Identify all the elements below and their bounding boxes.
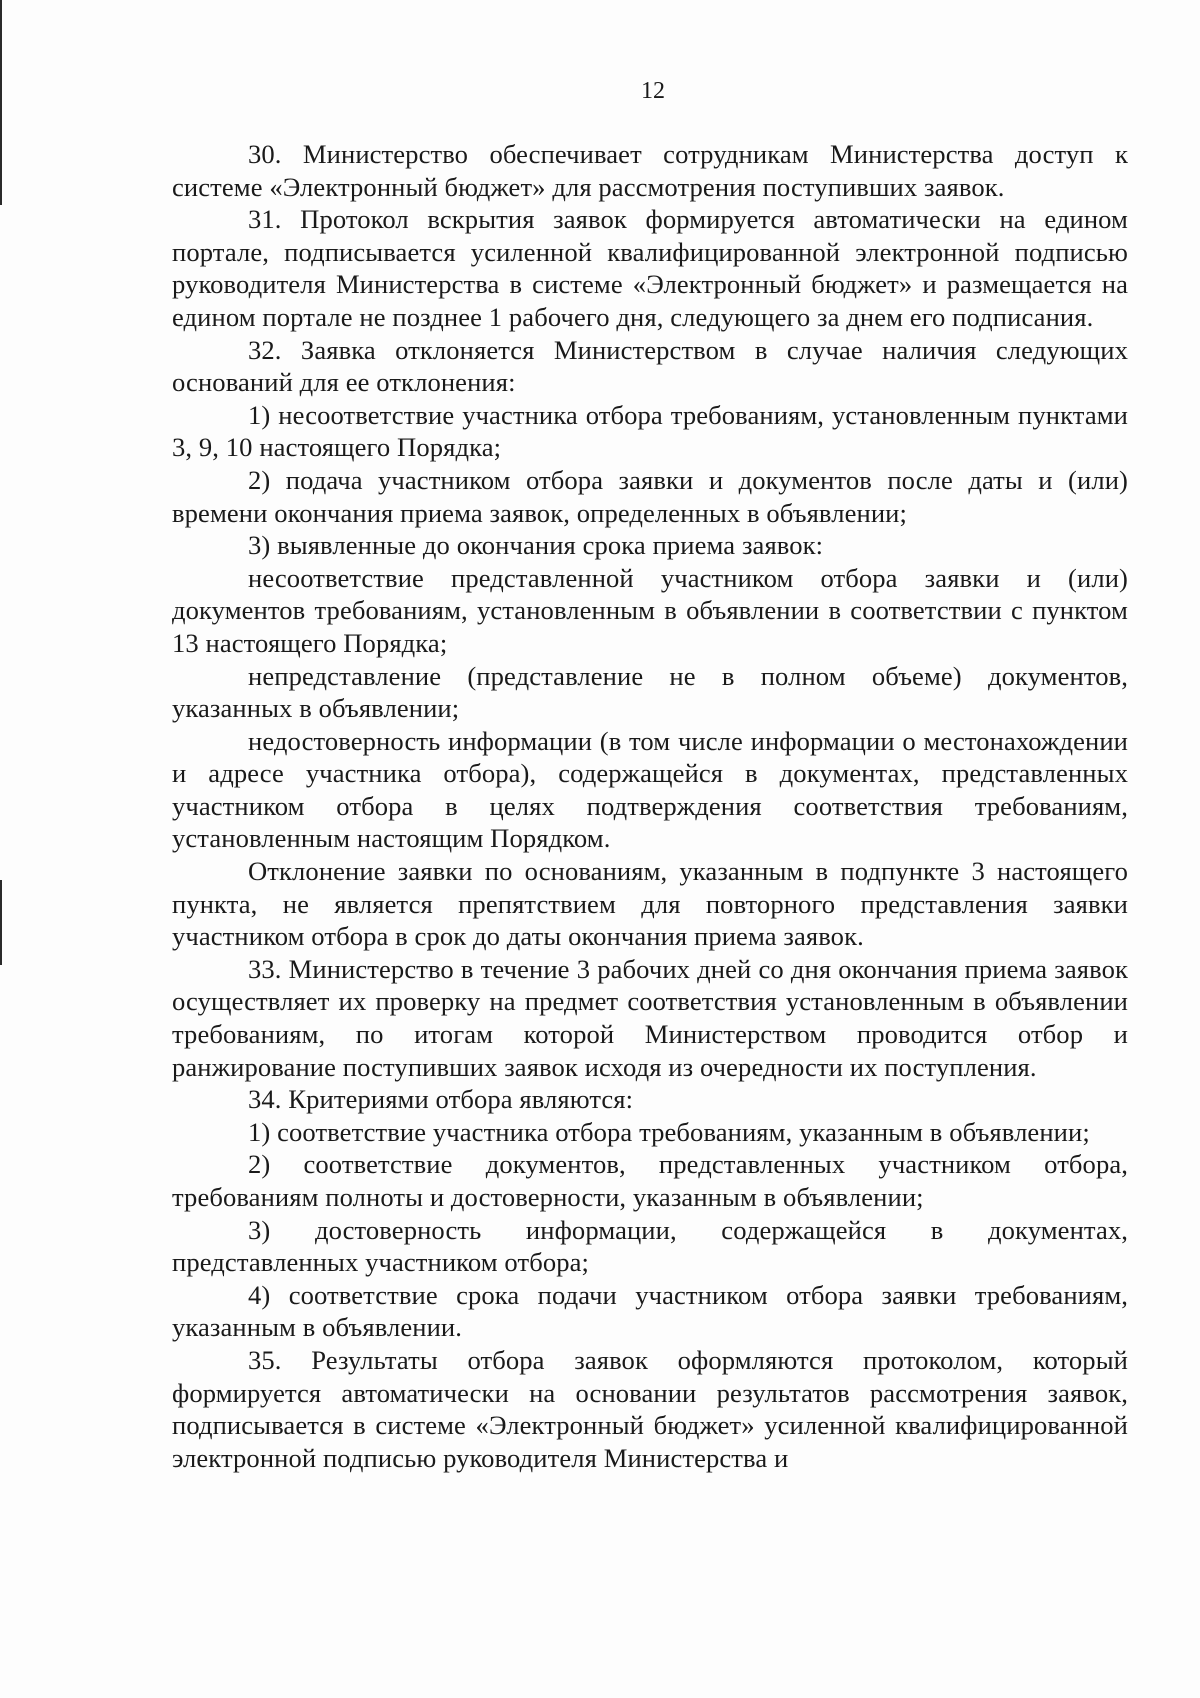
scan-edge-mark	[0, 880, 2, 965]
paragraph: 4) соответствие срока подачи участником отбора заявки требованиям, указанным в объявлении.	[172, 1279, 1128, 1343]
paragraph: Отклонение заявки по основаниям, указанным в подпункте 3 настоящего пункта, не является препятствием для повторного представления заявки участником отбора в срок до даты окончания приема заявок.	[172, 856, 1128, 952]
paragraph: 31. Протокол вскрытия заявок формируется автоматически на едином портале, подписывается усиленной квалифицированной электронной подписью руководителя Министерства в системе «Электронный бюджет» и размещается на едином портале не позднее 1 рабочего дня, следующего за днем его подписания.	[172, 204, 1128, 332]
page-number: 12	[641, 78, 665, 104]
paragraph: 32. Заявка отклоняется Министерством в случае наличия следующих оснований для ее отклонения:	[172, 334, 1128, 398]
document-text	[172, 138, 1128, 1474]
paragraph: 1) несоответствие участника отбора требованиям, установленным пунктами 3, 9, 10 настоящего Порядка;	[172, 399, 1128, 463]
paragraph: непредставление (представление не в полном объеме) документов, указанных в объявлении;	[172, 660, 1128, 724]
paragraph: 3) достоверность информации, содержащейся в документах, представленных участником отбора;	[172, 1214, 1128, 1278]
paragraph: 3) выявленные до окончания срока приема заявок:	[248, 530, 824, 561]
paragraph: 1) соответствие участника отбора требованиям, указанным в объявлении;	[248, 1116, 1090, 1147]
paragraph: недостоверность информации (в том числе информации о местонахождении и адресе участника отбора), содержащейся в документах, представленных участником отбора в целях подтверждения соответствия требованиям, установленным настоящим Порядком.	[172, 725, 1128, 854]
paragraph: 33. Министерство в течение 3 рабочих дней со дня окончания приема заявок осуществляет их проверку на предмет соответствия установленным в объявлении требованиям, по итогам которой Министерством проводится отбор и ранжирование поступивших заявок исходя из очередности их поступления.	[172, 953, 1128, 1082]
paragraph: 2) соответствие документов, представленных участником отбора, требованиям полноты и достоверности, указанным в объявлении;	[172, 1149, 1128, 1212]
paragraph: 35. Результаты отбора заявок оформляются протоколом, который формируется автоматически на основании результатов рассмотрения заявок, подписывается в системе «Электронный бюджет» усиленной квалифицированной электронной подписью руководителя Министерства и	[172, 1344, 1128, 1473]
paragraph: несоответствие представленной участником отбора заявки и (или) документов требованиям, установленным в объявлении в соответствии с пунктом 13 настоящего Порядка;	[172, 562, 1128, 658]
paragraph: 30. Министерство обеспечивает сотрудникам Министерства доступ к системе «Электронный бюджет» для рассмотрения поступивших заявок.	[172, 139, 1128, 202]
paragraph: 2) подача участником отбора заявки и документов после даты и (или) времени окончания приема заявок, определенных в объявлении;	[172, 464, 1128, 528]
paragraph: 34. Критериями отбора являются:	[248, 1084, 634, 1115]
